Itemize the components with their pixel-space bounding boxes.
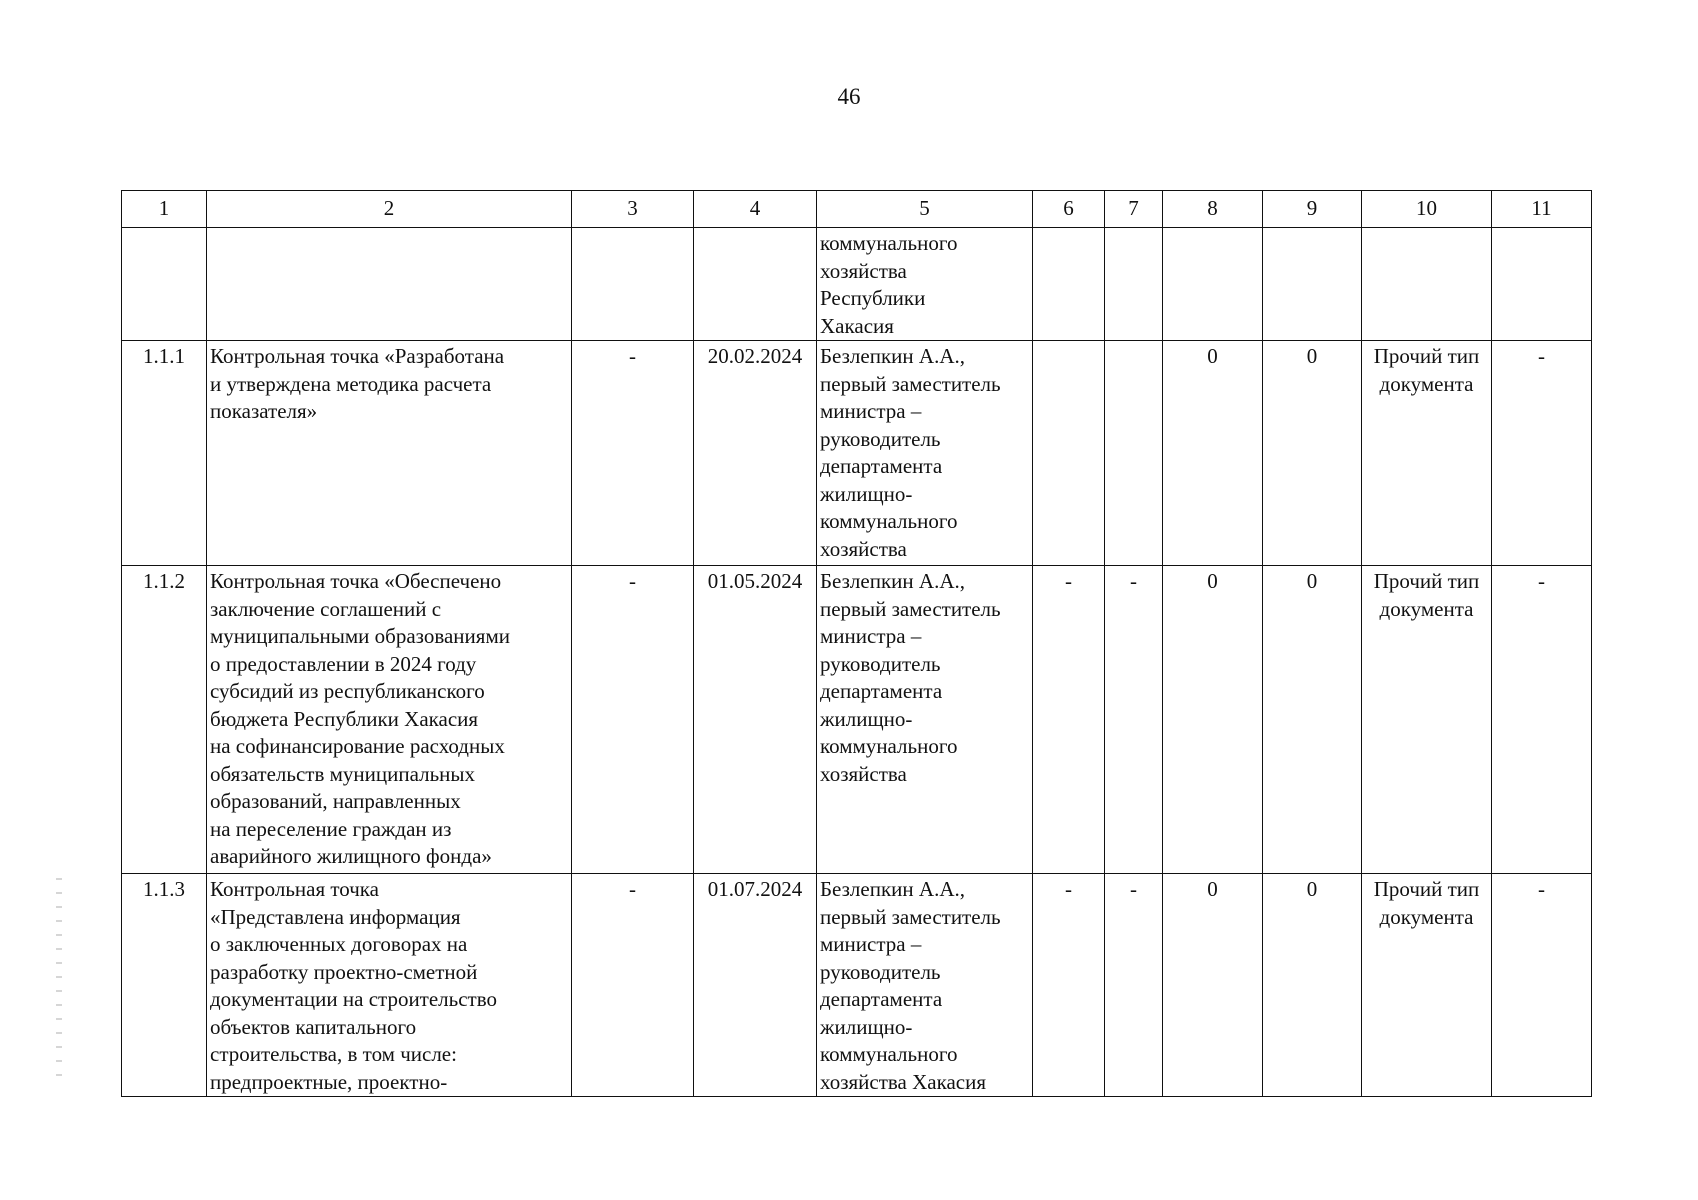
table-cell [572,228,694,341]
table-cell: - [572,874,694,1097]
table-cell: 0 [1163,566,1263,874]
control-point-name: Контрольная точка «Представлена информация о заключенных договорах на разработку проектно-сметной документации на строительство объектов капитального строительства, в том числе: предпроектные, проектно- [207,874,572,1097]
header-cell: 11 [1492,191,1592,228]
header-cell: 5 [817,191,1033,228]
table-cell [694,228,817,341]
header-cell: 4 [694,191,817,228]
deadline-date: 20.02.2024 [694,341,817,566]
table-cell: 0 [1163,874,1263,1097]
header-cell: 8 [1163,191,1263,228]
table-cell [1163,228,1263,341]
responsible-person: Безлепкин А.А., первый заместитель министра – руководитель департамента жилищно- коммунального хозяйства [817,341,1033,566]
table-cell [1362,228,1492,341]
table-cell [1033,341,1105,566]
responsible-person: Безлепкин А.А., первый заместитель министра – руководитель департамента жилищно- коммунального хозяйства Хакасия [817,874,1033,1097]
header-row [122,191,1592,228]
table-row [122,874,1592,1097]
table-cell: - [1105,566,1163,874]
scan-artifact [56,878,62,1078]
table-cell: 0 [1163,341,1263,566]
page-number: 46 [837,84,861,109]
table-row-continuation [122,228,1592,341]
header-cell: 6 [1033,191,1105,228]
table-row [122,566,1592,874]
responsible-person: Безлепкин А.А., первый заместитель министра – руководитель департамента жилищно- коммунального хозяйства [817,566,1033,874]
header-cell: 1 [122,191,207,228]
control-point-name: Контрольная точка «Разработана и утверждена методика расчета показателя» [207,341,572,566]
table-cell: - [1033,874,1105,1097]
table-row [122,341,1592,566]
deadline-date: 01.07.2024 [694,874,817,1097]
table-cell [1492,228,1592,341]
table-cell: - [1105,874,1163,1097]
responsible-text: коммунального хозяйства Республики Хакасия [820,231,958,338]
table-cell: - [572,341,694,566]
deadline-date: 01.05.2024 [694,566,817,874]
table-cell: - [572,566,694,874]
document-type: Прочий тип документа [1362,566,1492,874]
table-cell [207,228,572,341]
table-cell: 0 [1263,341,1362,566]
table-cell: - [1492,566,1592,874]
row-number: 1.1.3 [122,874,207,1097]
table-cell: 0 [1263,566,1362,874]
header-cell: 9 [1263,191,1362,228]
document-type: Прочий тип документа [1362,341,1492,566]
table-cell: - [1033,566,1105,874]
table-cell [1033,228,1105,341]
row-number: 1.1.2 [122,566,207,874]
header-cell: 7 [1105,191,1163,228]
table-cell [122,228,207,341]
table-cell [1105,228,1163,341]
table-cell: - [1492,874,1592,1097]
control-points-table [121,190,1592,1097]
table-cell [1263,228,1362,341]
table-cell-responsible [817,228,1033,341]
row-number: 1.1.1 [122,341,207,566]
header-cell: 10 [1362,191,1492,228]
table-cell: 0 [1263,874,1362,1097]
table-cell [1105,341,1163,566]
control-point-name: Контрольная точка «Обеспечено заключение соглашений с муниципальными образованиями о предоставлении в 2024 году субсидий из республиканского бюджета Республики Хакасия на софинансирование расходных обязательств муниципальных образований, направленных на переселение граждан из аварийного жилищного фонда» [207,566,572,874]
header-cell: 3 [572,191,694,228]
table-cell: - [1492,341,1592,566]
header-cell: 2 [207,191,572,228]
document-type: Прочий тип документа [1362,874,1492,1097]
